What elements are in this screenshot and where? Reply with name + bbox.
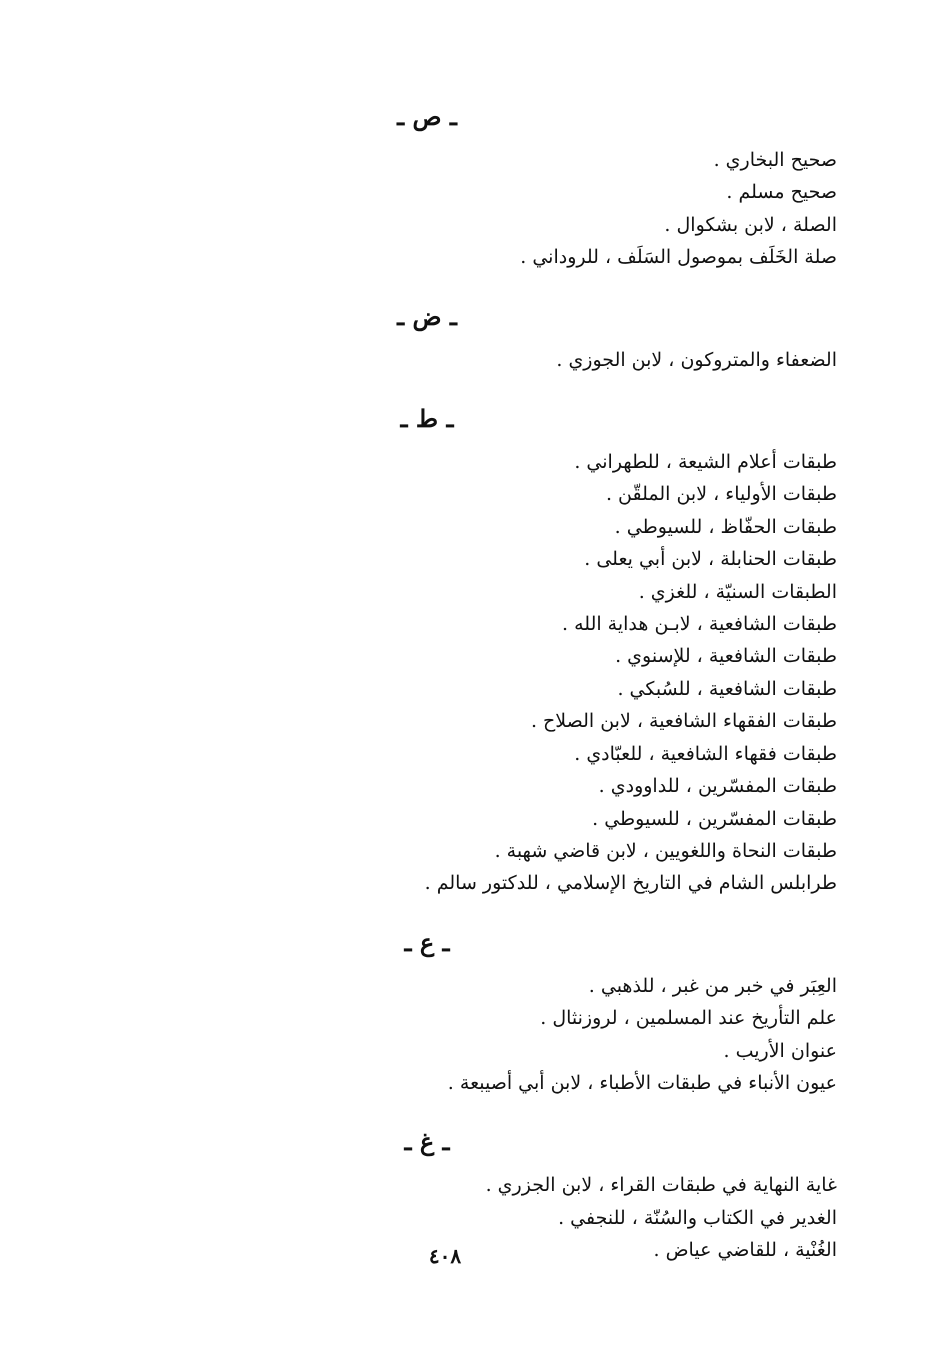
- letter-section: [404, 922, 837, 1100]
- bibliography-entry: طرابلس الشام في التاريخ الإسلامي ، للدكتور سالم .: [424, 872, 837, 895]
- letter-heading: ـ ض ـ: [397, 301, 457, 331]
- bibliography-list: [397, 96, 837, 1289]
- page-number: ٤٠٨: [428, 1244, 462, 1268]
- bibliography-entry: علم التأريخ عند المسلمين ، لروزنثال .: [540, 1007, 837, 1030]
- bibliography-entry: غاية النهاية في طبقات القراء ، لابن الجزري .: [485, 1174, 837, 1197]
- bibliography-entry: الغدير في الكتاب والسُنّة ، للنجفي .: [558, 1206, 837, 1229]
- bibliography-entry: العِبَر في خبر من غبر ، للذهبي .: [588, 974, 837, 997]
- bibliography-entry: طبقات الفقهاء الشافعية ، لابن الصلاح .: [530, 710, 837, 733]
- entry-list: [407, 970, 837, 1100]
- bibliography-entry: طبقات الشافعية ، لابـن هداية الله .: [562, 613, 837, 636]
- bibliography-entry: طبقات المفسّرين ، للسيوطي .: [592, 807, 837, 830]
- bibliography-entry: طبقات الشافعية ، للسُبكي .: [617, 677, 837, 700]
- bibliography-entry: طبقات فقهاء الشافعية ، للعبّادي .: [574, 742, 837, 765]
- bibliography-entry: الغُنْية ، للقاضي عياض .: [653, 1239, 837, 1262]
- bibliography-entry: طبقات الحفّاظ ، للسيوطي .: [614, 515, 837, 538]
- letter-section: [400, 398, 837, 900]
- letter-section: [397, 96, 837, 274]
- entry-list: [407, 446, 837, 900]
- bibliography-entry: طبقات الحنابلة ، لابن أبي يعلى .: [584, 548, 837, 571]
- bibliography-entry: طبقات النحاة واللغويين ، لابن قاضي شهبة .: [494, 839, 837, 862]
- bibliography-entry: طبقات الشافعية ، للإسنوي .: [615, 645, 837, 668]
- entry-list: [407, 144, 837, 274]
- bibliography-entry: عنوان الأريب .: [723, 1039, 837, 1062]
- bibliography-entry: الضعفاء والمتروكون ، لابن الجوزي .: [556, 348, 837, 371]
- bibliography-entry: صحيح مسلم .: [726, 181, 837, 204]
- letter-heading: ـ ط ـ: [400, 404, 454, 434]
- bibliography-entry: طبقات المفسّرين ، للداوودي .: [598, 775, 837, 798]
- bibliography-entry: صلة الخَلَف بموصول السَلَف ، للروداني .: [520, 246, 837, 269]
- bibliography-entry: الطبقات السنيّة ، للغزي .: [638, 580, 837, 603]
- bibliography-entry: طبقات أعلام الشيعة ، للطهراني .: [574, 451, 837, 474]
- letter-section: [397, 296, 837, 376]
- letter-heading: ـ ع ـ: [404, 927, 450, 957]
- bibliography-entry: طبقات الأولياء ، لابن الملقّن .: [605, 483, 837, 506]
- letter-heading: ـ غ ـ: [404, 1127, 450, 1157]
- bibliography-entry: عيون الأنباء في طبقات الأطباء ، لابن أبي أصيبعة .: [447, 1071, 837, 1094]
- entry-list: [407, 344, 837, 376]
- letter-heading: ـ ص ـ: [397, 102, 457, 131]
- bibliography-entry: صحيح البخاري .: [713, 149, 837, 171]
- bibliography-entry: الصلة ، لابن بشكوال .: [664, 213, 837, 236]
